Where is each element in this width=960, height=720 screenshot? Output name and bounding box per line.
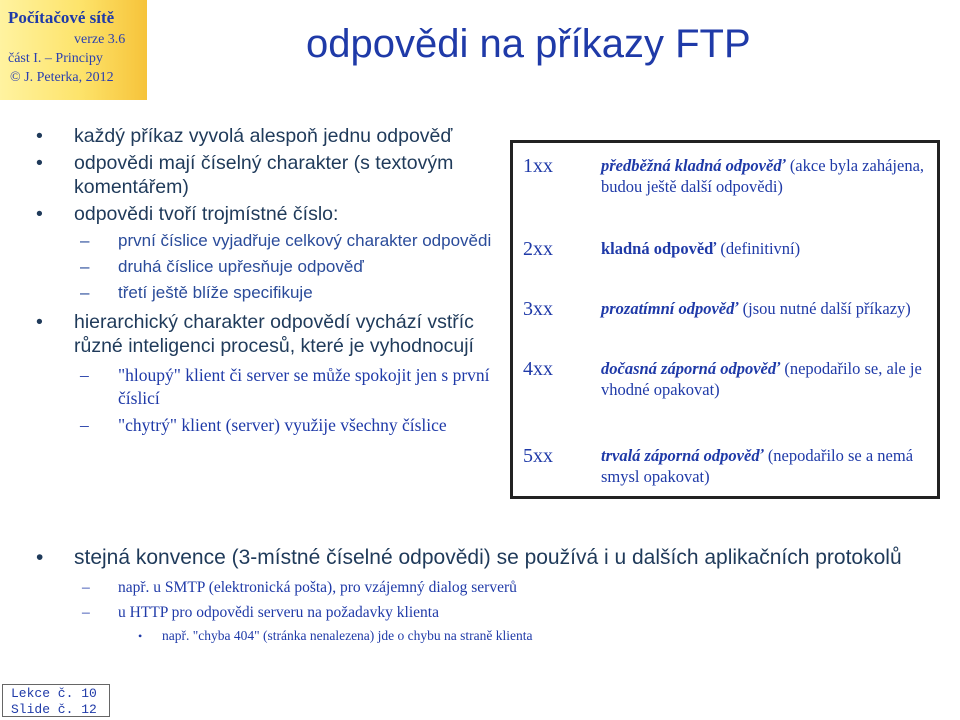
sub-bullet-text: první číslice vyjadřuje celkový charakter odpovědi: [118, 231, 492, 250]
lecture-number: Lekce č. 10: [11, 686, 97, 701]
dash-icon: –: [82, 604, 90, 621]
sub-bullet-item: [30, 414, 500, 437]
sub-bullet-text: např. u SMTP (elektronická pošta), pro vzájemný dialog serverů: [118, 579, 517, 596]
bullet-item: [30, 202, 500, 226]
bullet-dot-icon: •: [36, 125, 43, 147]
bullet-item: [30, 310, 500, 358]
bullet-dot-icon: •: [36, 203, 43, 225]
reply-code-description: [601, 445, 931, 487]
bullet-text: odpovědi tvoří trojmístné číslo:: [74, 203, 339, 225]
reply-code: 3xx: [523, 298, 553, 320]
logo-part: část I. – Principy: [8, 51, 103, 66]
reply-code-note: (definitivní): [716, 239, 801, 258]
reply-code-note: (nepodařilo se a nemá smysl opakovat): [601, 446, 914, 486]
dash-icon: –: [80, 257, 90, 276]
dash-icon: –: [80, 365, 89, 385]
reply-code: 4xx: [523, 358, 553, 380]
sub-bullet-text: třetí ještě blíže specifikuje: [118, 283, 313, 302]
sub-bullet-text: "chytrý" klient (server) využije všechny číslice: [118, 415, 447, 435]
reply-code-description: [601, 238, 931, 259]
reply-code-meaning: dočasná záporná odpověď: [601, 359, 781, 378]
sub-bullet-text: u HTTP pro odpovědi serveru na požadavky klienta: [118, 604, 439, 621]
course-logo: [0, 0, 147, 100]
reply-code-table: [510, 140, 940, 499]
bullet-text: odpovědi mají číselný charakter (s textovým komentářem): [74, 152, 454, 198]
bullet-text: stejná konvence (3-místné číselné odpovědi) se používá i u dalších aplikačních protokolů: [74, 546, 902, 569]
sub-bullet-item: [30, 602, 950, 623]
bottom-bullet-list: [30, 544, 950, 645]
bullet-dot-icon: •: [36, 152, 43, 174]
bullet-text: hierarchický charakter odpovědí vychází vstříc různé inteligenci procesů, které je vyhodnocují: [74, 311, 474, 357]
reply-code-meaning: předběžná kladná odpověď: [601, 156, 786, 175]
dash-icon: –: [80, 415, 89, 435]
reply-code: 5xx: [523, 445, 553, 467]
sub-bullet-item: [30, 577, 950, 598]
reply-code-note: (jsou nutné další příkazy): [738, 299, 911, 318]
main-bullet-list: [30, 124, 500, 441]
reply-code-meaning: prozatímní odpověď: [601, 299, 739, 318]
reply-code-note: (nepodařilo se, ale je vhodné opakovat): [601, 359, 922, 399]
reply-code-description: [601, 298, 931, 319]
sub-sub-bullet-item: [30, 627, 950, 645]
reply-code-meaning: trvalá záporná odpověď: [601, 446, 764, 465]
bullet-item: [30, 151, 500, 199]
reply-code-meaning: kladná odpověď: [601, 239, 717, 258]
reply-code-description: [601, 155, 931, 197]
bullet-dot-icon: •: [36, 546, 44, 569]
slide-number: Slide č. 12: [11, 702, 97, 717]
bullet-item: [30, 124, 500, 148]
sub-bullet-item: [30, 364, 500, 410]
slide-number-badge: [2, 684, 110, 717]
logo-copyright: © J. Peterka, 2012: [10, 70, 114, 85]
sub-bullet-item: [30, 229, 500, 252]
sub-bullet-item: [30, 281, 500, 304]
reply-code: 2xx: [523, 238, 553, 260]
bullet-item: [30, 544, 950, 571]
logo-title: Počítačové sítě: [8, 8, 115, 27]
dash-icon: –: [80, 231, 90, 250]
bullet-text: každý příkaz vyvolá alespoň jednu odpověď: [74, 125, 453, 147]
dash-icon: –: [80, 283, 90, 302]
logo-version: verze 3.6: [74, 32, 126, 47]
sub-bullet-item: [30, 255, 500, 278]
sub-bullet-text: "hloupý" klient či server se může spokojit jen s první číslicí: [118, 365, 490, 408]
reply-code-note: (akce byla zahájena, budou ještě další odpovědi): [601, 156, 925, 196]
dash-icon: –: [82, 579, 90, 596]
reply-code: 1xx: [523, 155, 553, 177]
reply-code-description: [601, 358, 931, 400]
bullet-dot-icon: •: [138, 629, 143, 643]
sub-bullet-text: druhá číslice upřesňuje odpověď: [118, 257, 364, 276]
sub-sub-bullet-text: např. "chyba 404" (stránka nenalezena) jde o chybu na straně klienta: [162, 628, 533, 643]
bullet-dot-icon: •: [36, 311, 43, 333]
slide-title: odpovědi na příkazy FTP: [306, 22, 751, 66]
